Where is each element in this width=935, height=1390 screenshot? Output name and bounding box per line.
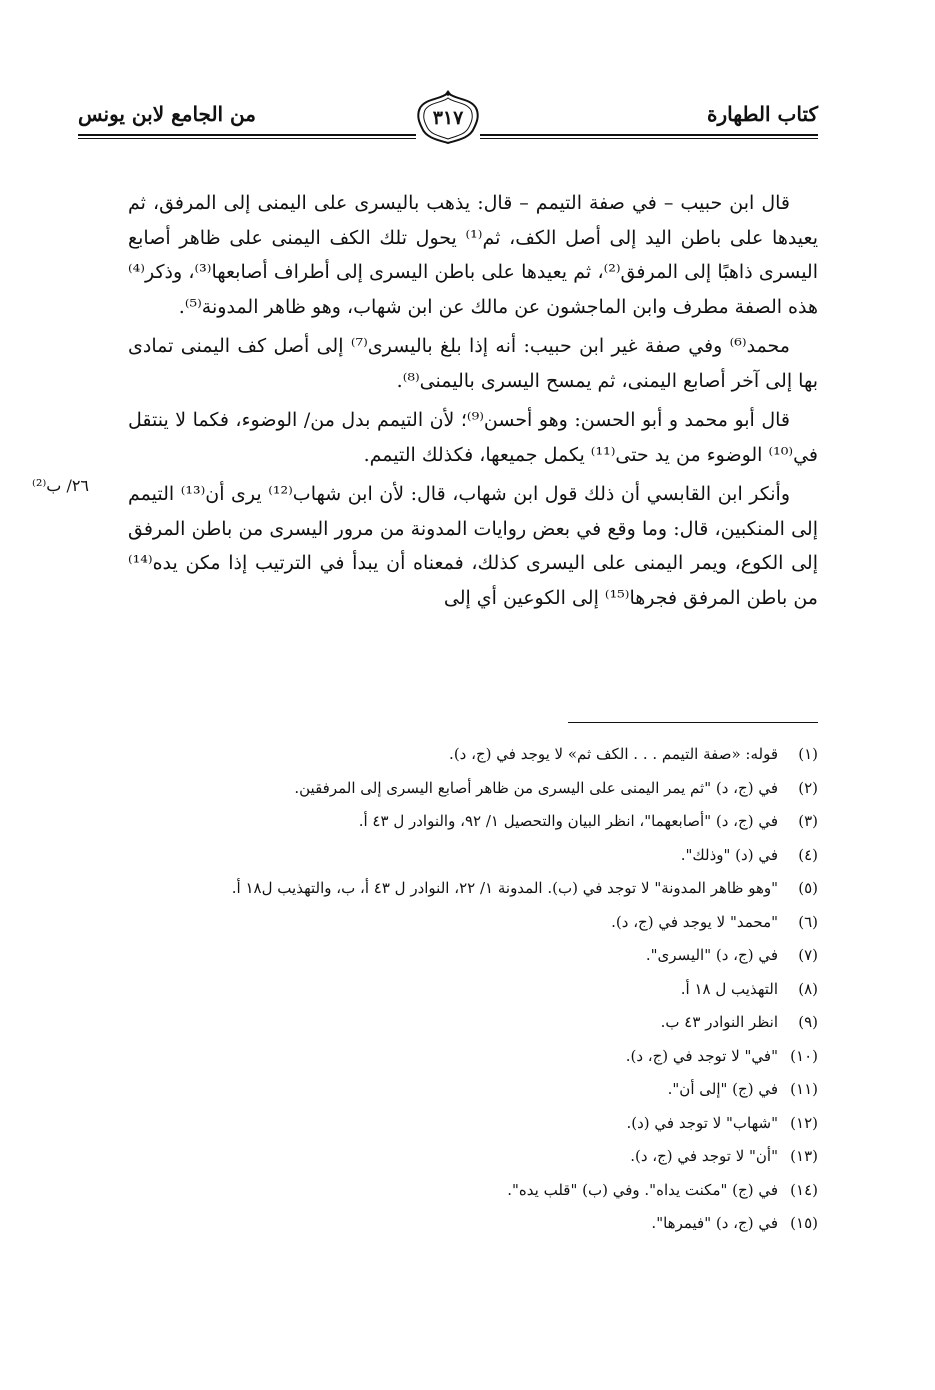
running-header [78, 98, 818, 142]
footnote-text: في (ج، د) "ثم يمر اليمنى على اليسرى من ظاهر أصابع اليسرى إلى المرفقين. [294, 778, 778, 797]
paragraph: قال أبو محمد و أبو الحسن: وهو أحسن⁽⁹⁾؛ لأن التيمم بدل من/ الوضوء، فكما لا ينتقل في⁽¹⁰⁾ الوضوء من يد حتى⁽¹¹⁾ يكمل جميعها، فكذلك التيمم. [128, 409, 818, 466]
footnote [125, 1207, 818, 1241]
footnote [125, 1073, 818, 1107]
footnote-text: في (ج، د) "اليسرى". [645, 946, 778, 964]
footnote-text: "في" لا توجد في (ج، د). [625, 1046, 778, 1065]
footnote-number: (٤) [798, 845, 818, 864]
footnote [125, 839, 818, 873]
footnote-text: "محمد" لا يوجد في (ج، د). [611, 912, 778, 931]
footnote-text: في (ج، د) "أصابعهما"، انظر البيان والتحصيل ١/ ٩٢، والنوادر ل ٤٣ أ. [358, 812, 778, 830]
footnote-number: (١٥) [790, 1214, 818, 1232]
footnote-number: (١١) [790, 1080, 818, 1098]
footnote [125, 1040, 818, 1074]
paragraph: قال ابن حبيب – في صفة التيمم – قال: يذهب باليسرى على اليمنى إلى المرفق، ثم يعيدها على باطن اليد إلى أصل الكف، ثم⁽¹⁾ يحول تلك الكف اليمنى على ظاهر أصابع اليسرى ذاهبًا إلى المرفق⁽²⁾، ثم يعيدها على باطن اليسرى إلى أطراف أصابعها⁽³⁾، وذكر⁽⁴⁾ هذه الصفة مطرف وابن الماجشون عن مالك عن ابن شهاب، وهو ظاهر المدونة⁽⁵⁾. [128, 192, 819, 318]
footnote-text: في (ج، د) "فيمرها". [651, 1214, 778, 1232]
footnote-text: "أن" لا توجد في (ج، د). [630, 1147, 778, 1165]
footnote [125, 805, 818, 839]
page-number-ornament [416, 90, 480, 146]
footnote-number: (١٢) [790, 1113, 818, 1132]
work-title: من الجامع لابن يونس [78, 102, 256, 126]
footnote-number: (٥) [798, 879, 818, 897]
footnote-text: انظر النوادر ٤٣ ب. [660, 1013, 778, 1031]
footnote [125, 772, 818, 806]
footnote-number: (٢) [798, 778, 818, 797]
footnote-text: في (ج) "مكنت يداه". وفي (ب) "قلب يده". [507, 1180, 778, 1199]
footnote [125, 973, 818, 1007]
page-number: ٣١٧ [432, 107, 464, 129]
footnote-text: "وهو ظاهر المدونة" لا توجد في (ب). المدونة ١/ ٢٢، النوادر ل ٤٣ أ، ب، والتهذيب ل١٨ أ. [231, 879, 778, 897]
footnote-number: (١٤) [790, 1180, 818, 1199]
main-text [128, 186, 818, 620]
footnote [125, 872, 818, 906]
footnote [125, 1174, 818, 1208]
footnote-number: (٦) [798, 912, 818, 931]
footnote-text: في (د) "وذلك". [680, 845, 778, 864]
footnote [125, 906, 818, 940]
paragraph: محمد⁽⁶⁾ وفي صفة غير ابن حبيب: أنه إذا بلغ باليسرى⁽⁷⁾ إلى أصل كف اليمنى تمادى بها إلى آخر أصابع اليمنى، ثم يمسح اليسرى باليمنى⁽⁸⁾. [128, 335, 818, 392]
footnote-number: (١) [798, 745, 818, 763]
footnote-number: (٩) [798, 1013, 818, 1031]
footnotes-list [125, 738, 818, 1241]
footnote-number: (٣) [798, 812, 818, 830]
book-title: كتاب الطهارة [707, 102, 818, 126]
footnote [125, 939, 818, 973]
footnote-text: "شهاب" لا توجد في (د). [626, 1113, 778, 1132]
footnote-separator [568, 722, 818, 723]
footnote-text: قوله: «صفة التيمم . . . الكف ثم» لا يوجد في (ج، د). [449, 745, 778, 763]
footnote [125, 1006, 818, 1040]
footnote [125, 1140, 818, 1174]
footnote-text: في (ج) "إلى أن". [667, 1080, 778, 1098]
paragraph: وأنكر ابن القابسي أن ذلك قول ابن شهاب، قال: لأن ابن شهاب⁽¹²⁾ يرى أن⁽¹³⁾ التيمم إلى المنكبين، قال: وما وقع في بعض روايات المدونة من مرور اليسرى من باطن المرفق إلى الكوع، ويمر اليمنى على اليسرى كذلك، فمعناه أن يبدأ في الترتيب إذا مكن يده⁽¹⁴⁾ من باطن المرفق فجرها⁽¹⁵⁾ إلى الكوعين أي إلى [128, 483, 818, 609]
manuscript-folio-note: ٢٦/ ب⁽²⁾ [32, 476, 90, 495]
footnote-number: (١٣) [790, 1147, 818, 1165]
footnote-number: (١٠) [790, 1046, 818, 1065]
footnote [125, 738, 818, 772]
footnote [125, 1107, 818, 1141]
footnote-number: (٨) [798, 979, 818, 998]
footnote-number: (٧) [798, 946, 818, 964]
footnote-text: التهذيب ل ١٨ أ. [680, 979, 778, 998]
